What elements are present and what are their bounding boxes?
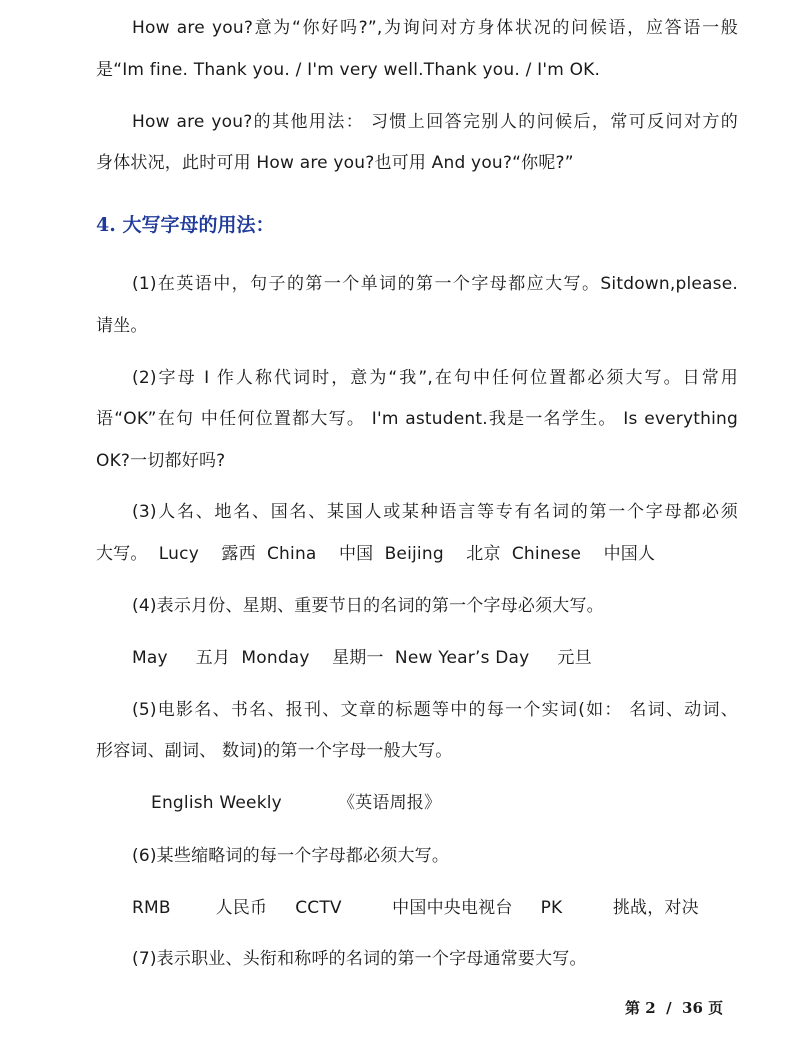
- rule-5-line-2: 形容词、副词、 数词)的第一个字母一般大写。: [96, 741, 453, 761]
- rule-5-example: English Weekly 《英语周报》: [151, 793, 442, 813]
- rule-2-line-1: (2)字母 I 作人称代词时，意为“我”,在句中任何位置都必须大写。日常用: [132, 368, 738, 388]
- paragraph-how-are-you-line-2: 是“Im fine. Thank you. / I'm very well.Thank you. / I'm OK.: [96, 60, 601, 80]
- rule-1-line-1: (1)在英语中，句子的第一个单词的第一个字母都应大写。Sitdown,please.: [132, 274, 738, 294]
- rule-7-line-1: (7)表示职业、头衔和称呼的名词的第一个字母通常要大写。: [132, 949, 587, 969]
- section-heading-capital-letters: 4. 大写字母的用法：: [96, 214, 275, 236]
- paragraph-other-usage-line-1: How are you?的其他用法： 习惯上回答完别人的问候后，常可反问对方的: [132, 112, 738, 132]
- rule-1-line-2: 请坐。: [96, 316, 148, 336]
- rule-5-line-1: (5)电影名、书名、报刊、文章的标题等中的每一个实词(如： 名词、动词、: [132, 700, 738, 720]
- rule-4-examples: May 五月 Monday 星期一 New Year’s Day 元旦: [132, 648, 592, 668]
- rule-6-line-1: (6)某些缩略词的每一个字母都必须大写。: [132, 846, 450, 866]
- rule-4-line-1: (4)表示月份、星期、重要节日的名词的第一个字母必须大写。: [132, 596, 604, 616]
- page-number: 第 2 / 36 页: [625, 999, 724, 1017]
- rule-2-line-2: 语“OK”在句 中任何位置都大写。 I'm astudent.我是一名学生。 Is everything: [96, 409, 738, 429]
- paragraph-how-are-you-line-1: How are you?意为“你好吗?”,为询问对方身体状况的问候语，应答语一般: [132, 18, 738, 38]
- paragraph-other-usage-line-2: 身体状况，此时可用 How are you?也可用 And you?“你呢?”: [96, 153, 574, 173]
- rule-6-examples: RMB 人民币 CCTV 中国中央电视台 PK 挑战，对决: [132, 898, 699, 918]
- rule-2-line-3: OK?一切都好吗?: [96, 451, 226, 471]
- rule-3-line-2: 大写。 Lucy 露西 China 中国 Beijing 北京 Chinese 中国人: [96, 544, 656, 564]
- rule-3-line-1: (3)人名、地名、国名、某国人或某种语言等专有名词的第一个字母都必须: [132, 502, 738, 522]
